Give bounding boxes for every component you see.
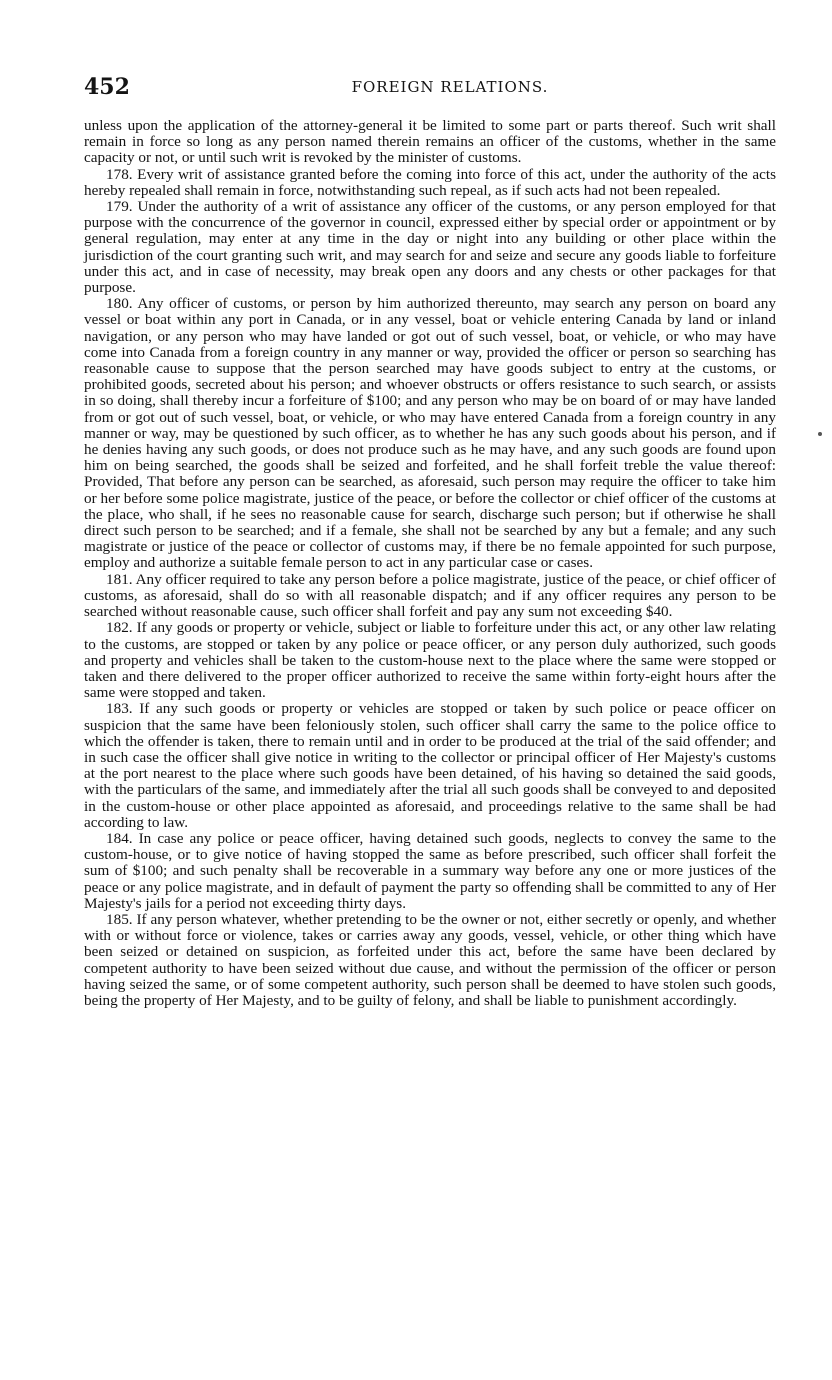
running-head: FOREIGN RELATIONS. <box>351 78 549 96</box>
paragraph-text: In case any police or peace officer, having detained such goods, neglects to convey the same to the custom-house, or to give notice of having stopped the same as before prescribed, such officer shall forfeit the sum of $100; and such penalty shall be recoverable in a summary way before any one or more justices of the peace or any police magistrate, and in default of payment the party so offending shall be committed to any of Her Majesty's jails for a period not exceeding thirty days. <box>84 829 777 912</box>
section-number: 180. <box>106 295 133 313</box>
section-number: 181. <box>106 570 133 588</box>
paragraph-text: Any officer of customs, or person by him authorized thereunto, may search any person on board any vessel or boat within any port in Canada, or in any vessel, boat or vehicle entering Canada by land or inland navigation, or any person who may have landed or got out of such vessel, boat, or vehicle, or who may have come into Canada from a foreign country in any manner or way, provided the officer or person so searching has reasonable cause to suppose that the person searched may have goods subject to entry at the customs, or prohibited goods, secreted about his person; and whoever obstructs or offers resistance to such search, or assists in so doing, shall thereby incur a forfeiture of $100; and any person who may be on board of or may have landed from or got out of such vessel, boat, or vehicle, or who may have entered Canada from a foreign country in any manner or way, may be questioned by such officer, as to whether he has any such goods about his person, and if he denies having any such goods, or does not produce such as he may have, and any such goods are found upon him on being searched, the goods shall be seized and forfeited, and he shall forfeit treble the value thereof: Provided, That before any person can be searched, as aforesaid, such person may require the officer to take him or her before some police magistrate, justice of the peace, or before the collector or chief officer of the customs at the place, who shall, if he sees no reasonable cause for search, discharge such person; but if otherwise he shall direct such person to be searched; and if a female, she shall not be searched by any but a female; and any such magistrate or justice of the peace or collector of customs may, if there be no female appointed for such purpose, employ and authorize a suitable female person to act in any particular case or cases. <box>84 295 776 572</box>
paragraph-text: If any such goods or property or vehicles are stopped or taken by such police or peace officer on suspicion that the same have been feloniously stolen, such officer shall carry the same to the police office to which the offender is taken, there to remain until and in order to be produced at the trial of the said offender; and in such case the officer shall give notice in writing to the collector or principal officer of Her Majesty's customs at the port nearest to the place where such goods have been detained, of his having so detained the said goods, with the particulars of the same, and immediately after the trial all such goods shall be conveyed to and deposited in the custom-house or other place appointed as aforesaid, and proceedings relative to the same shall be had according to law. <box>84 700 777 831</box>
section-number: 179. <box>106 198 133 216</box>
page-header <box>84 74 776 102</box>
paragraph-text: Every writ of assistance granted before the coming into force of this act, under the authority of the acts hereby repealed shall remain in force, notwithstanding such repeal, as if such acts had not been repealed. <box>84 165 776 199</box>
paragraph-text: Under the authority of a writ of assistance any officer of the customs, or any person employed for that purpose with the concurrence of the governor in council, expressed either by special order or appointment or by general regulation, may enter at any time in the day or night into any building or other place within the jurisdiction of the court granting such writ, and may search for and seize and secure any goods liable to forfeiture under this act, and in case of necessity, may break open any doors and any chests or other packages for that purpose. <box>84 198 776 297</box>
paragraph-text: If any goods or property or vehicle, subject or liable to forfeiture under this act, or any other law relating to the customs, are stopped or taken by any police or peace officer, or any person duly authorized, such goods and property and vehicles shall be taken to the custom-house next to the place where the same were stopped or taken and there delivered to the proper officer authorized to receive the same within forty-eight hours after the same were stopped and taken. <box>84 619 777 702</box>
section-184 <box>84 831 776 912</box>
section-181 <box>84 572 776 621</box>
document-page <box>84 74 776 1009</box>
paragraph-text: unless upon the application of the attorney-general it be limited to some part or parts thereof. Such writ shall remain in force so long as any person named therein remains an officer of the customs, whether in the same capacity or not, or until such writ is revoked by the minister of customs. <box>84 117 776 167</box>
section-number: 185. <box>106 910 133 928</box>
paragraph-continuation <box>84 118 776 167</box>
page-number: 452 <box>84 74 130 100</box>
paragraph-text: Any officer required to take any person before a police magistrate, justice of the peace, or chief officer of customs, as aforesaid, shall do so with all reasonable dispatch; and if any officer requires any person to be searched without reasonable cause, such officer shall forfeit and pay any sum not exceeding $40. <box>84 570 776 621</box>
margin-ink-spot <box>818 432 822 436</box>
section-180 <box>84 296 776 571</box>
section-178 <box>84 167 776 199</box>
section-179 <box>84 199 776 296</box>
body-text <box>84 118 776 1009</box>
paragraph-text: If any person whatever, whether pretending to be the owner or not, either secretly or openly, and whether with or without force or violence, takes or carries away any goods, vessel, vehicle, or other thing which have been seized or detained on suspicion, as forfeited under this act, before the same have been declared by competent authority to have been seized without due cause, and without the permission of the officer or person having seized the same, or of some competent authority, such person shall be deemed to have stolen such goods, being the property of Her Majesty, and to be guilty of felony, and shall be liable to punishment accordingly. <box>84 910 777 1009</box>
section-183 <box>84 701 776 831</box>
section-number: 183. <box>106 700 133 718</box>
section-number: 182. <box>106 619 133 637</box>
section-number: 184. <box>106 829 133 847</box>
section-182 <box>84 620 776 701</box>
section-185 <box>84 912 776 1009</box>
section-number: 178. <box>106 165 133 183</box>
